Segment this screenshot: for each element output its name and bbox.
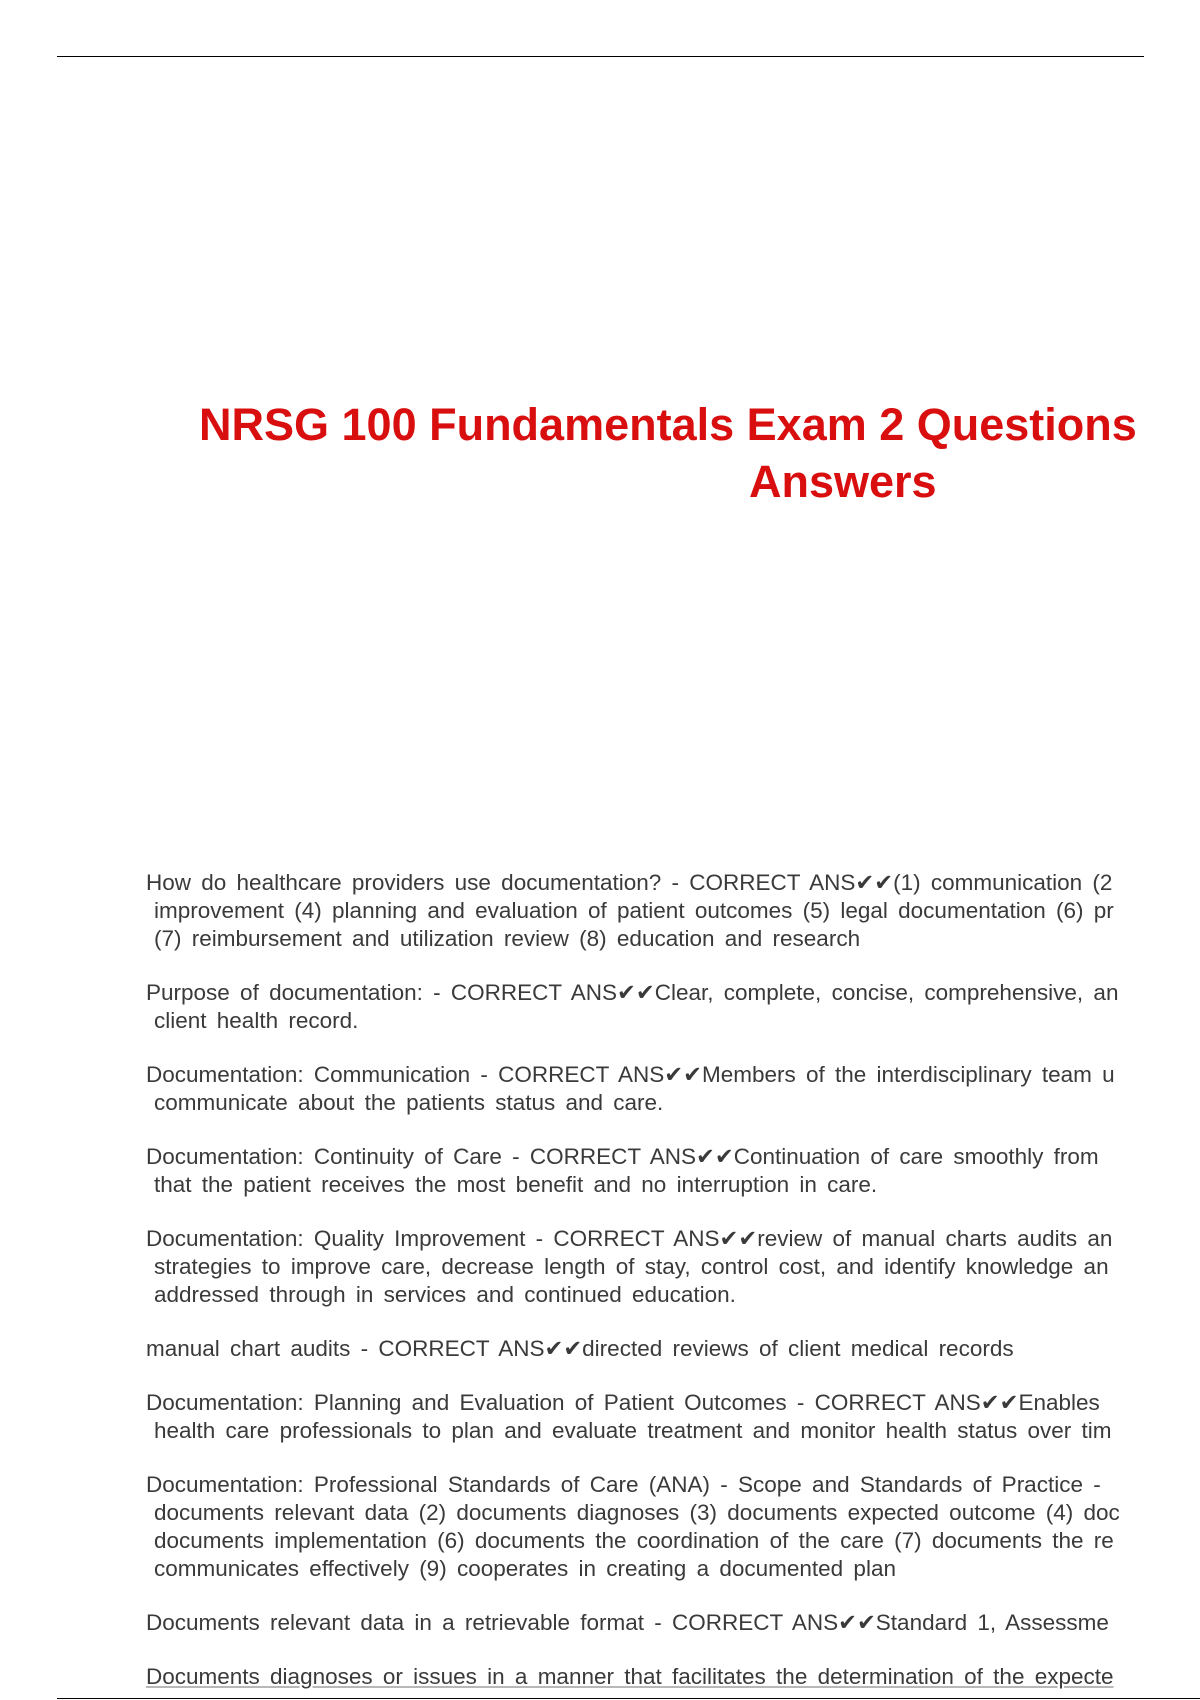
qa-continuation-line: improvement (4) planning and evaluation of patient outcomes (5) legal documentation (6) pr (154, 898, 1114, 923)
qa-continuation-line: addressed through in services and continued education. (154, 1282, 736, 1307)
qa-question-line: Documents relevant data in a retrievable format - CORRECT ANS✔✔Standard 1, Assessme (146, 1610, 1109, 1635)
qa-question-line: Documentation: Continuity of Care - CORRECT ANS✔✔Continuation of care smoothly from (146, 1144, 1099, 1169)
qa-item (146, 1143, 1200, 1199)
footer-rule (57, 1698, 1200, 1699)
qa-item (146, 1061, 1200, 1117)
qa-question-line: How do healthcare providers use documentation? - CORRECT ANS✔✔(1) communication (2 (146, 870, 1113, 895)
qa-continuation-line: client health record. (154, 1008, 359, 1033)
title-line-2: Answers (749, 456, 937, 507)
qa-question-line: manual chart audits - CORRECT ANS✔✔directed reviews of client medical records (146, 1336, 1014, 1361)
qa-question-line: Purpose of documentation: - CORRECT ANS✔✔Clear, complete, concise, comprehensive, an (146, 980, 1119, 1005)
qa-question-line: Documentation: Planning and Evaluation of Patient Outcomes - CORRECT ANS✔✔Enables (146, 1390, 1100, 1415)
qa-list (146, 869, 1200, 1700)
title-line-1: NRSG 100 Fundamentals Exam 2 Questions (199, 399, 1137, 450)
qa-continuation-line: (7) reimbursement and utilization review (8) education and research (154, 926, 861, 951)
qa-item (146, 1471, 1200, 1583)
document-title (199, 396, 1200, 510)
qa-continuation-line: communicates effectively (9) cooperates in creating a documented plan (154, 1556, 896, 1581)
qa-item (146, 1663, 1200, 1691)
qa-continuation-line: that the patient receives the most benefit and no interruption in care. (154, 1172, 878, 1197)
qa-question-line: Documentation: Communication - CORRECT ANS✔✔Members of the interdisciplinary team u (146, 1062, 1115, 1087)
qa-item (146, 1389, 1200, 1445)
qa-item (146, 979, 1200, 1035)
qa-continuation-line: documents implementation (6) documents the coordination of the care (7) documents the re (154, 1528, 1114, 1553)
qa-item (146, 1225, 1200, 1309)
qa-item (146, 869, 1200, 953)
header-rule (57, 56, 1144, 57)
qa-question-line: Documentation: Quality Improvement - CORRECT ANS✔✔review of manual charts audits an (146, 1226, 1113, 1251)
qa-continuation-line: health care professionals to plan and evaluate treatment and monitor health status over tim (154, 1418, 1112, 1443)
qa-continuation-line: strategies to improve care, decrease length of stay, control cost, and identify knowledge an (154, 1254, 1109, 1279)
qa-item (146, 1335, 1200, 1363)
qa-item (146, 1609, 1200, 1637)
qa-question-line: Documentation: Professional Standards of Care (ANA) - Scope and Standards of Practice - (146, 1472, 1101, 1497)
qa-continuation-line: communicate about the patients status and care. (154, 1090, 664, 1115)
qa-continuation-line: documents relevant data (2) documents diagnoses (3) documents expected outcome (4) doc (154, 1500, 1120, 1525)
qa-question-line: Documents diagnoses or issues in a manner that facilitates the determination of the expecte (146, 1664, 1114, 1689)
